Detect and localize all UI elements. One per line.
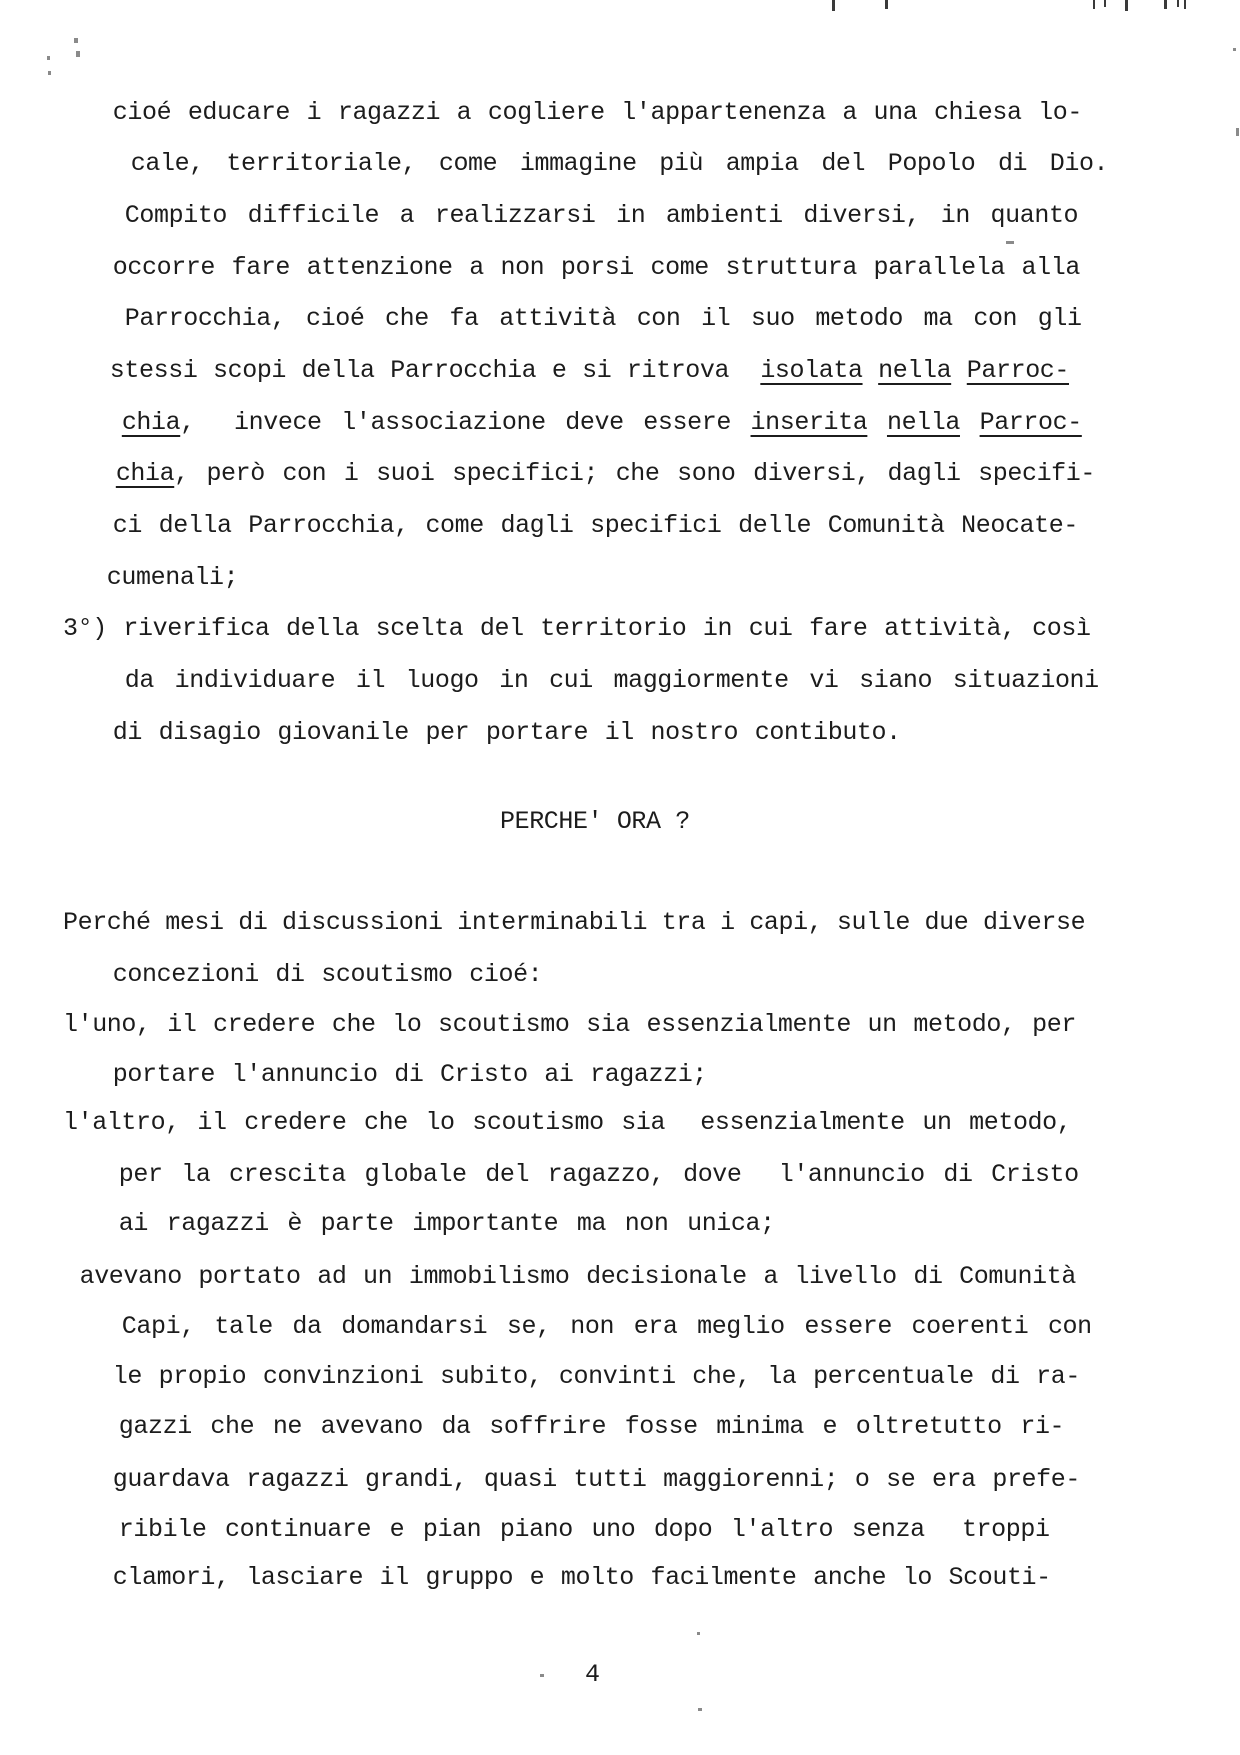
text-segment: Parrocchia, cioé che fa attività con il suo metodo ma con gli: [63, 304, 1082, 333]
text-line: [63, 1513, 1050, 1547]
text-segment: cumenali;: [63, 563, 239, 592]
underlined-text: Parroc-: [979, 408, 1082, 437]
text-line: [63, 1008, 1076, 1042]
text-line: [63, 406, 1082, 440]
text-line: [63, 509, 1078, 543]
scan-artifact: [1177, 0, 1179, 7]
text-segment: portare l'annuncio di Cristo ai ragazzi;: [63, 1060, 707, 1089]
underlined-text: nella: [886, 408, 960, 437]
text-line: [63, 96, 1082, 130]
text-segment: cale, territoriale, come immagine più ampia del Popolo di Dio.: [63, 149, 1109, 178]
scan-artifact: [1184, 0, 1186, 9]
text-line: [63, 302, 1082, 336]
text-line: [63, 716, 901, 750]
text-segment: PERCHE' ORA ?: [500, 807, 690, 836]
underlined-text: chia: [121, 408, 181, 437]
text-line: [63, 664, 1099, 698]
scan-artifact: [74, 38, 78, 43]
text-segment: 3°) riverifica della scelta del territorio in cui fare attività, così: [63, 614, 1091, 643]
scan-artifact: [47, 56, 50, 60]
text-segment: ai ragazzi è parte importante ma non unica;: [63, 1209, 775, 1238]
text-line: [63, 1561, 1051, 1595]
scan-artifact: [1104, 0, 1106, 7]
text-segment: [863, 356, 879, 385]
text-segment: gazzi che ne avevano da soffrire fosse minima e oltretutto ri-: [63, 1412, 1065, 1441]
text-segment: [960, 408, 980, 437]
page-number: 4: [585, 1660, 601, 1689]
text-segment: ci della Parrocchia, come dagli specifici delle Comunità Neocate-: [63, 511, 1078, 540]
scan-artifact: [832, 0, 835, 11]
text-line: [63, 958, 542, 992]
scan-artifact: [48, 71, 51, 75]
text-segment: ribile continuare e pian piano uno dopo l'altro senza troppi: [63, 1515, 1050, 1544]
text-segment: [867, 408, 887, 437]
text-segment: [63, 408, 122, 437]
text-segment: [63, 459, 116, 488]
text-line: [63, 1106, 1071, 1140]
text-line: [63, 1310, 1092, 1344]
text-segment: l'altro, il credere che lo scoutismo sia essenzialmente un metodo,: [63, 1108, 1072, 1137]
text-segment: Compito difficile a realizzarsi in ambienti diversi, in quanto: [63, 201, 1079, 230]
text-line: [63, 906, 1085, 940]
text-segment: avevano portato ad un immobilismo decisionale a livello di Comunità: [63, 1262, 1076, 1291]
text-line: [63, 612, 1091, 646]
text-line: [63, 1207, 775, 1241]
scan-artifact: [540, 1674, 544, 1677]
section-heading: [500, 805, 690, 839]
underlined-text: chia: [115, 459, 175, 488]
text-segment: di disagio giovanile per portare il nostro contibuto.: [63, 718, 901, 747]
text-segment: da individuare il luogo in cui maggiormente vi siano situazioni: [63, 666, 1099, 695]
scan-artifact: [885, 0, 888, 9]
text-line: [63, 354, 1069, 388]
text-line: [63, 561, 238, 595]
text-segment: occorre fare attenzione a non porsi come struttura parallela alla: [63, 253, 1080, 282]
underlined-text: isolata: [760, 356, 863, 385]
scan-artifact: [1164, 0, 1167, 9]
scan-artifact: [76, 51, 80, 57]
text-line: [63, 147, 1108, 181]
text-line: [63, 199, 1078, 233]
text-segment: [951, 356, 967, 385]
text-segment: , invece l'associazione deve essere: [180, 408, 751, 437]
scan-artifact: [1233, 48, 1236, 51]
underlined-text: Parroc-: [966, 356, 1069, 385]
text-segment: concezioni di scoutismo cioé:: [63, 960, 543, 989]
text-segment: Capi, tale da domandarsi se, non era meglio essere coerenti con: [63, 1312, 1092, 1341]
text-segment: per la crescita globale del ragazzo, dove l'annuncio di Cristo: [63, 1160, 1079, 1189]
text-line: [63, 1410, 1064, 1444]
scan-artifact: [1236, 128, 1239, 136]
text-segment: , però con i suoi specifici; che sono diversi, dagli specifi-: [174, 459, 1095, 488]
text-line: [63, 1058, 707, 1092]
underlined-text: inserita: [750, 408, 868, 437]
text-line: [63, 1260, 1076, 1294]
text-segment: guardava ragazzi grandi, quasi tutti maggiorenni; o se era prefe-: [63, 1465, 1080, 1494]
scan-artifact: [1006, 241, 1014, 244]
underlined-text: nella: [878, 356, 952, 385]
text-segment: stessi scopi della Parrocchia e si ritrova: [63, 356, 761, 385]
scan-artifact: [698, 1708, 702, 1711]
scan-artifact: [1125, 0, 1128, 11]
text-line: [63, 1463, 1080, 1497]
text-line: [63, 251, 1080, 285]
text-segment: l'uno, il credere che lo scoutismo sia essenzialmente un metodo, per: [63, 1010, 1076, 1039]
text-segment: le propio convinzioni subito, convinti che, la percentuale di ra-: [63, 1362, 1080, 1391]
text-line: [63, 457, 1095, 491]
scan-artifact: [1093, 0, 1095, 9]
text-segment: Perché mesi di discussioni interminabili tra i capi, sulle due diverse: [63, 908, 1086, 937]
text-segment: clamori, lasciare il gruppo e molto facilmente anche lo Scouti-: [63, 1563, 1051, 1592]
text-line: [63, 1360, 1080, 1394]
text-line: [63, 1158, 1079, 1192]
text-segment: cioé educare i ragazzi a cogliere l'appartenenza a una chiesa lo-: [63, 98, 1082, 127]
scan-artifact: [697, 1632, 700, 1635]
